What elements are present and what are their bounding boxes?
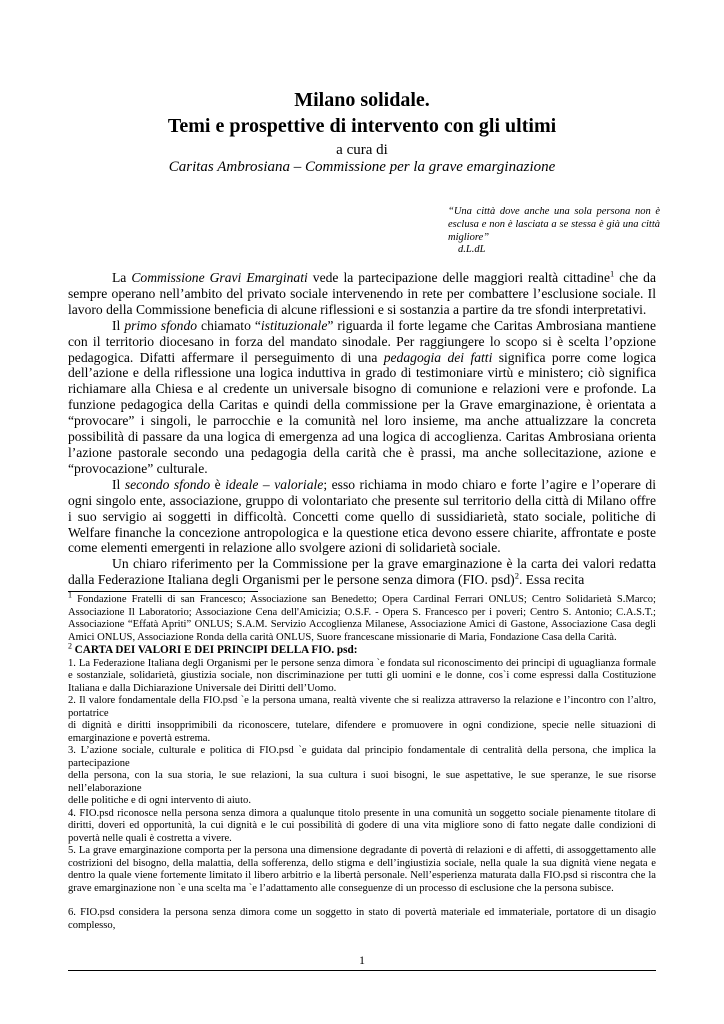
- edited-by-label: a cura di: [336, 142, 388, 158]
- text-run: significa porre come logica dell’azione e della riflessione una logica induttiva in grado di testimoniare virtù e ministero; ciò significa richiamare alla Chiesa e al credente un universale bisogno di comunione e relazioni vere e profonde. La funzione pedagogica della Caritas e quindi della commissione per la Grave emarginazione, è orientata a “provocare” i singoli, le parrocchie e la comunità nel loro insieme, ma anche attualizzare la concreta possibilità di passare da una logica di emergenza ad una logica di accoglienza. Caritas Ambrosiana orienta l’azione pastorale secondo una pedagogia della carità che è prassi, ma anche sollecitazione, azione e “provocazione” culturale.: [68, 349, 656, 476]
- text-run: vede la partecipazione delle maggiori realtà cittadine: [307, 270, 611, 285]
- epigraph: [448, 206, 660, 257]
- footnote-number: 2: [68, 641, 72, 651]
- footnote-2-heading: [68, 641, 656, 658]
- document-subtitle: Temi e prospettive di intervento con gli ultimi: [167, 115, 557, 137]
- emphasis: pedagogia dei fatti: [383, 349, 493, 365]
- paragraph: [68, 318, 656, 477]
- footnote-item: 4. FIO.psd riconosce nella persona senza dimora a qualunque titolo presente in una comunità un soggetto sociale pienamente titolare di diritti, doveri ed opportunità, la cui dignità e le cui possibilità di godere di una vita migliore sono di fatto negate dalle condizioni di povertà nelle quali è costretta a vivere.: [68, 807, 656, 844]
- emphasis: Commissione Gravi Emarginati: [131, 270, 308, 285]
- epigraph-text: “Una città dove anche una sola persona non è esclusa e non è lasciata a se stessa è già una città migliore”: [448, 206, 660, 243]
- emphasis: istituzionale: [260, 317, 328, 333]
- footnote-text: Fondazione Fratelli di san Francesco; Associazione san Benedetto; Opera Cardinal Ferrari ONLUS; Centro Solidarietà S.Marco; Associazione Il Laboratorio; Associazione Cena dell'Amicizia; O.S.F. - Opera S. Francesco per i poveri; Centro S. Antonio; C.A.S.T.; Associazione “Effatà Apriti” ONLUS; S.A.M. Servizio Accoglienza Milanese, Associazione Amici di Gastone, Associazione Casa degli Amici ONLUS, Associazione Ronda della carità ONLUS, Suore francescane missionarie di Maria, Fondazione Casa della Carità.: [68, 594, 656, 643]
- text-run: è: [210, 476, 226, 492]
- footnote-item: 1. La Federazione Italiana degli Organismi per le persone senza dimora `e fondata sul riconoscimento dei principi di uguaglianza formale e sostanziale, solidarietà, giustizia sociale, non discriminazione per tutti gli uomini e le donne, cos`i come espressi dalla Costituzione Italiana e dalla Dichiarazione Universale dei Diritti dell’Uomo.: [68, 657, 656, 694]
- text-run: ” riguarda il forte legame che Caritas Ambrosiana mantiene con il territorio diocesano in forza del mandato sinodale. Per raggiungere lo scopo si è scelta l’opzione pedagogica. Difatti affermare il perseguimento di una: [68, 317, 657, 365]
- emphasis: secondo sfondo: [124, 476, 211, 492]
- epigraph-signature: d.L.dL: [458, 244, 486, 256]
- footnote-1: [68, 590, 656, 644]
- footnote-item: 5. La grave emarginazione comporta per la persona una dimensione degradante di povertà di relazioni e di affetti, di assoggettamento alle costrizioni del bisogno, della malattia, della sofferenza, dello stigma e dell’ingiustizia sociale, nella quale la sua dignità viene negata e dentro la quale viene fortemente limitato il libero arbitrio e la libertà personale. Nell’esperienza maturata dalla FIO.psd si riscontra che la grave emarginazione non `e una scelta ma `e l’adattamento alle conseguenze di un processo di esclusione che la persona subisce.: [68, 845, 656, 894]
- footnote-number: 1: [68, 590, 72, 600]
- bottom-rule: [68, 970, 656, 971]
- text-run: ; esso richiama in modo chiaro e forte l’agire e l’operare di ogni singolo ente, associazione, gruppo di volontariato che presente sul territorio della città di Milano offre i suo servigio ai soggetti in difficoltà. Concetti come quello di sussidiarietà, stato sociale, politiche di Welfare finanche la concezione antropologica e la questione etica devono essere chiarite, affrontate e poste come elementi emergenti in relazione allo svolgere azioni di solidarietà sociale.: [68, 476, 657, 556]
- footnote-heading: CARTA DEI VALORI E DEI PRINCIPI DELLA FIO. psd:: [74, 644, 358, 656]
- page-number: 1: [359, 953, 365, 967]
- paragraph: [68, 477, 656, 557]
- document-title: Milano solidale.: [294, 89, 430, 111]
- text-run: che da sempre operano nell’ambito del privato sociale intervenendo in rete per combattere l’esclusione sociale. Il lavoro della Commissione beneficia di alcune riflessioni e si sostanzia a partire da tre sfondi interpretativi.: [68, 270, 656, 317]
- text-run: Il: [112, 317, 125, 333]
- emphasis: ideale – valoriale: [225, 476, 324, 492]
- footnotes: [68, 590, 656, 932]
- emphasis: primo sfondo: [124, 317, 198, 333]
- footnote-item: delle politiche e di ogni intervento di aiuto.: [68, 795, 251, 806]
- paragraph: [68, 270, 656, 318]
- text-run: chiamato “: [197, 317, 261, 333]
- footnote-separator: [68, 591, 258, 592]
- footnote-item: 6. FIO.psd considera la persona senza dimora come un soggetto in stato di povertà materiale ed immateriale, portatore di un disagio complesso,: [68, 907, 656, 931]
- footnote-item: della persona, con la sua storia, le sue relazioni, la sua cultura i suoi bisogni, le sue aspettative, le sue speranze, le sue risorse nell’elaborazione: [68, 770, 656, 794]
- footnote-item: 2. Il valore fondamentale della FIO.psd `e la persona umana, realtà vivente che si realizza attraverso la relazione e l’incontro con l’altro, portatrice: [68, 695, 656, 719]
- author-line: Caritas Ambrosiana – Commissione per la grave emarginazione: [168, 159, 556, 175]
- text-run: La: [112, 270, 132, 285]
- body-text: [68, 270, 656, 588]
- footnote-ref: 1: [610, 268, 615, 279]
- footnote-item: di dignità e diritti insopprimibili da riconoscere, tutelare, difendere e promuovere in ogni condizione, specie nelle situazioni di emarginazione e povertà estrema.: [68, 720, 656, 744]
- footnote-item: 3. L’azione sociale, culturale e politica di FIO.psd `e guidata dal principio fondamentale di centralità della persona, che implica la partecipazione: [68, 745, 656, 769]
- text-run: . Essa recita: [518, 572, 585, 588]
- spacer: [68, 895, 656, 907]
- footnote-ref: 2: [514, 570, 519, 581]
- text-run: Il: [112, 476, 125, 492]
- text-run: Un chiaro riferimento per la Commissione per la grave emarginazione è la carta dei valori redatta dalla Federazione Italiana degli Organismi per le persone senza dimora (FIO. psd): [68, 556, 656, 588]
- paragraph: [68, 556, 656, 588]
